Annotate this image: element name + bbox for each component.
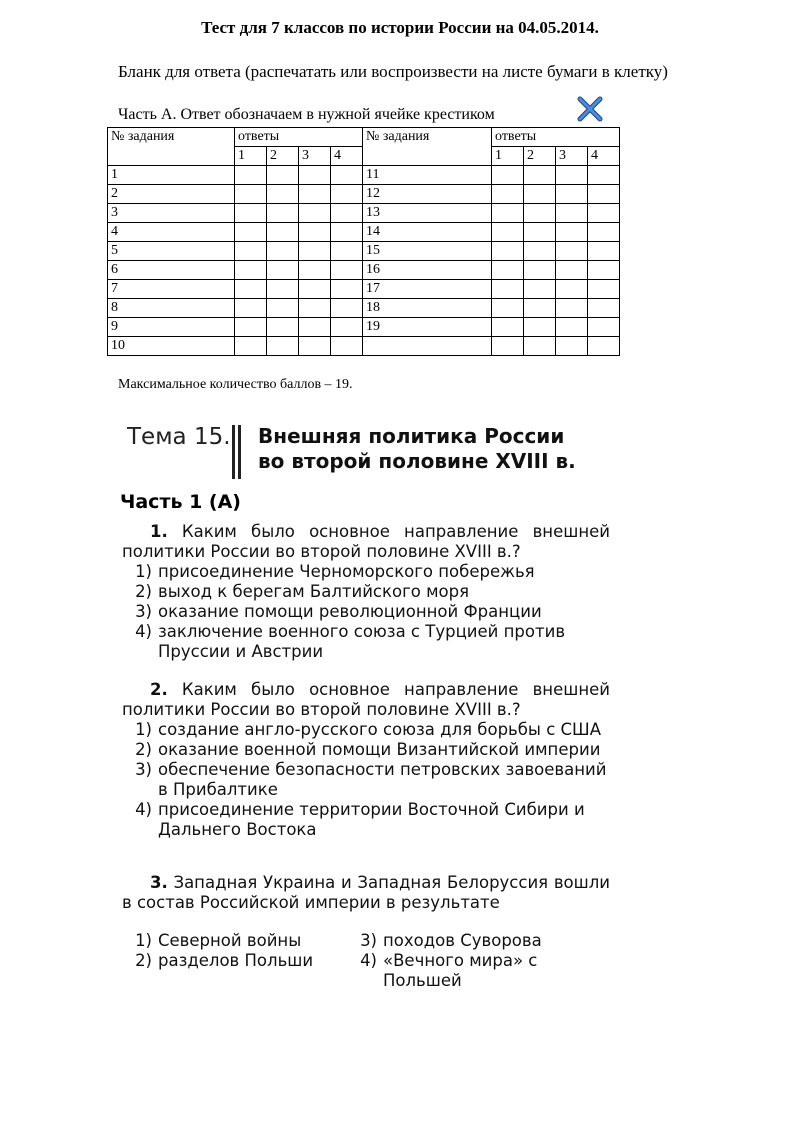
topic-title (258, 424, 576, 474)
answer-cell[interactable] (524, 261, 556, 280)
question-number: 2. (150, 680, 168, 699)
answer-cell[interactable] (556, 185, 588, 204)
answer-cell[interactable] (267, 223, 299, 242)
answer-cell[interactable] (492, 299, 524, 318)
answer-cell[interactable] (556, 299, 588, 318)
task-number: 16 (363, 261, 492, 280)
task-number: 15 (363, 242, 492, 261)
answer-cell[interactable] (588, 261, 620, 280)
answer-cell[interactable] (267, 185, 299, 204)
answer-row (108, 280, 620, 299)
answer-cell[interactable] (299, 185, 331, 204)
answer-cell[interactable] (235, 204, 267, 223)
question-text: 2. Каким было основное направление внешней политики России во второй половине XVIII в.? (122, 680, 610, 719)
topic-title-line: во второй половине XVIII в. (258, 449, 576, 473)
task-column-header: № задания (363, 128, 492, 166)
question-1 (122, 522, 610, 662)
answer-row (108, 242, 620, 261)
task-number: 3 (108, 204, 235, 223)
answer-cell[interactable] (267, 299, 299, 318)
answer-cell[interactable] (588, 337, 620, 356)
task-column-header: № задания (108, 128, 235, 166)
topic-number: Тема 15. (127, 424, 231, 450)
option: 4) присоединение территории Восточной Сибири и Дальнего Востока (135, 800, 585, 839)
answer-cell[interactable] (235, 223, 267, 242)
answer-cell[interactable] (331, 337, 363, 356)
question-text: 1. Каким было основное направление внешней политики России во второй половине XVIII в.? (122, 522, 610, 561)
task-number: 14 (363, 223, 492, 242)
answer-cell[interactable] (524, 337, 556, 356)
answer-row (108, 185, 620, 204)
question-number: 3. (150, 873, 168, 892)
answer-table (107, 127, 620, 356)
answer-cell[interactable] (492, 242, 524, 261)
answer-cell[interactable] (235, 166, 267, 185)
option: 1) присоединение Черноморского побережья (135, 562, 535, 581)
answer-cell[interactable] (588, 223, 620, 242)
task-number: 5 (108, 242, 235, 261)
task-number: 2 (108, 185, 235, 204)
answer-cell[interactable] (524, 204, 556, 223)
answer-cell[interactable] (331, 318, 363, 337)
task-number: 11 (363, 166, 492, 185)
answer-cell[interactable] (492, 185, 524, 204)
answer-number: 1 (235, 147, 267, 166)
option-row (122, 951, 610, 991)
task-number: 8 (108, 299, 235, 318)
answer-cell[interactable] (235, 299, 267, 318)
answer-cell[interactable] (588, 242, 620, 261)
answer-cell[interactable] (267, 318, 299, 337)
answer-cell[interactable] (492, 318, 524, 337)
answer-cell[interactable] (299, 242, 331, 261)
answer-cell[interactable] (331, 185, 363, 204)
answer-cell[interactable] (331, 242, 363, 261)
question-number: 1. (150, 522, 168, 541)
answer-cell[interactable] (299, 166, 331, 185)
answer-cell[interactable] (235, 280, 267, 299)
answer-cell[interactable] (588, 318, 620, 337)
answer-cell[interactable] (267, 204, 299, 223)
option: 1) Северной войны (135, 931, 302, 950)
answer-cell[interactable] (524, 318, 556, 337)
answer-number: 1 (492, 147, 524, 166)
answer-cell[interactable] (267, 242, 299, 261)
answer-cell[interactable] (267, 280, 299, 299)
option: 2) разделов Польши (135, 951, 314, 970)
option: 3) оказание помощи революционной Франции (135, 602, 542, 621)
answer-cell[interactable] (588, 166, 620, 185)
answer-cell[interactable] (235, 185, 267, 204)
task-number: 18 (363, 299, 492, 318)
question-2 (122, 680, 610, 840)
answer-cell[interactable] (492, 337, 524, 356)
task-number: 12 (363, 185, 492, 204)
answer-cell[interactable] (299, 280, 331, 299)
answer-cell[interactable] (556, 337, 588, 356)
part-a-instruction: Часть А. Ответ обозначаем в нужной ячейке крестиком (118, 106, 495, 123)
topic-divider-icon (231, 425, 243, 479)
answer-cell[interactable] (235, 318, 267, 337)
answer-cell[interactable] (588, 185, 620, 204)
task-number: 6 (108, 261, 235, 280)
option: 4) заключение военного союза с Турцией против Пруссии и Австрии (135, 622, 566, 661)
answer-sheet-instruction: Бланк для ответа (распечатать или воспроизвести на листе бумаги в клетку) (118, 62, 668, 81)
option: 3) обеспечение безопасности петровских завоеваний в Прибалтике (135, 760, 607, 799)
document-title: Тест для 7 классов по истории России на 04.05.2014. (201, 18, 599, 37)
answer-number: 3 (299, 147, 331, 166)
answer-cell[interactable] (556, 242, 588, 261)
answer-row (108, 299, 620, 318)
answer-cell[interactable] (235, 261, 267, 280)
task-number: 1 (108, 166, 235, 185)
answer-cell[interactable] (235, 337, 267, 356)
answer-row (108, 204, 620, 223)
answer-cell[interactable] (331, 204, 363, 223)
answer-number: 4 (331, 147, 363, 166)
option: 4) «Вечного мира» с Польшей (360, 951, 538, 990)
answer-cell[interactable] (492, 280, 524, 299)
task-number: 10 (108, 337, 235, 356)
answer-cell[interactable] (299, 299, 331, 318)
answer-cell[interactable] (588, 204, 620, 223)
answer-cell[interactable] (556, 261, 588, 280)
answer-number: 2 (267, 147, 299, 166)
answer-cell[interactable] (299, 261, 331, 280)
answer-cell[interactable] (524, 185, 556, 204)
answer-cell[interactable] (524, 242, 556, 261)
option: 2) выход к берегам Балтийского моря (135, 582, 470, 601)
answer-cell[interactable] (556, 166, 588, 185)
answer-cell[interactable] (492, 204, 524, 223)
option-row (122, 931, 610, 951)
answer-cell[interactable] (524, 166, 556, 185)
option: 1) создание англо-русского союза для борьбы с США (135, 720, 601, 739)
task-number: 13 (363, 204, 492, 223)
answer-cell[interactable] (556, 204, 588, 223)
answer-cell[interactable] (492, 223, 524, 242)
answer-row (108, 223, 620, 242)
question-3 (122, 873, 610, 991)
cross-mark-icon (575, 95, 605, 123)
topic-title-line: Внешняя политика России (258, 424, 565, 448)
answer-cell[interactable] (331, 280, 363, 299)
answer-cell[interactable] (267, 261, 299, 280)
answer-number: 3 (556, 147, 588, 166)
task-number: 4 (108, 223, 235, 242)
answer-number: 4 (588, 147, 620, 166)
answer-cell[interactable] (492, 166, 524, 185)
answer-row (108, 166, 620, 185)
answer-cell[interactable] (267, 337, 299, 356)
answer-row (108, 261, 620, 280)
answer-cell[interactable] (556, 318, 588, 337)
task-number: 7 (108, 280, 235, 299)
answer-cell[interactable] (524, 223, 556, 242)
answers-column-header: ответы (235, 128, 363, 147)
answer-cell[interactable] (235, 242, 267, 261)
answers-column-header: ответы (492, 128, 620, 147)
answer-row (108, 337, 620, 356)
task-number: 17 (363, 280, 492, 299)
answer-cell[interactable] (331, 261, 363, 280)
max-score-note: Максимальное количество баллов – 19. (118, 377, 353, 392)
task-number: 19 (363, 318, 492, 337)
answer-cell[interactable] (299, 318, 331, 337)
answer-cell[interactable] (524, 280, 556, 299)
part-1-heading: Часть 1 (А) (120, 491, 241, 513)
answer-rows (108, 166, 620, 356)
answer-cell[interactable] (524, 299, 556, 318)
task-number: 9 (108, 318, 235, 337)
option: 2) оказание военной помощи Византийской империи (135, 740, 601, 759)
answer-cell[interactable] (588, 280, 620, 299)
answer-cell[interactable] (299, 223, 331, 242)
answer-cell[interactable] (588, 299, 620, 318)
answer-cell[interactable] (331, 166, 363, 185)
answer-cell[interactable] (556, 223, 588, 242)
answer-cell[interactable] (331, 299, 363, 318)
task-number (363, 337, 492, 356)
answer-number: 2 (524, 147, 556, 166)
answer-cell[interactable] (492, 261, 524, 280)
answer-cell[interactable] (299, 204, 331, 223)
answer-row (108, 318, 620, 337)
question-text: 3. Западная Украина и Западная Белоруссия вошли в состав Российской империи в результате (122, 873, 611, 912)
answer-cell[interactable] (556, 280, 588, 299)
answer-cell[interactable] (331, 223, 363, 242)
answer-cell[interactable] (267, 166, 299, 185)
answer-cell[interactable] (299, 337, 331, 356)
option: 3) походов Суворова (360, 931, 542, 950)
